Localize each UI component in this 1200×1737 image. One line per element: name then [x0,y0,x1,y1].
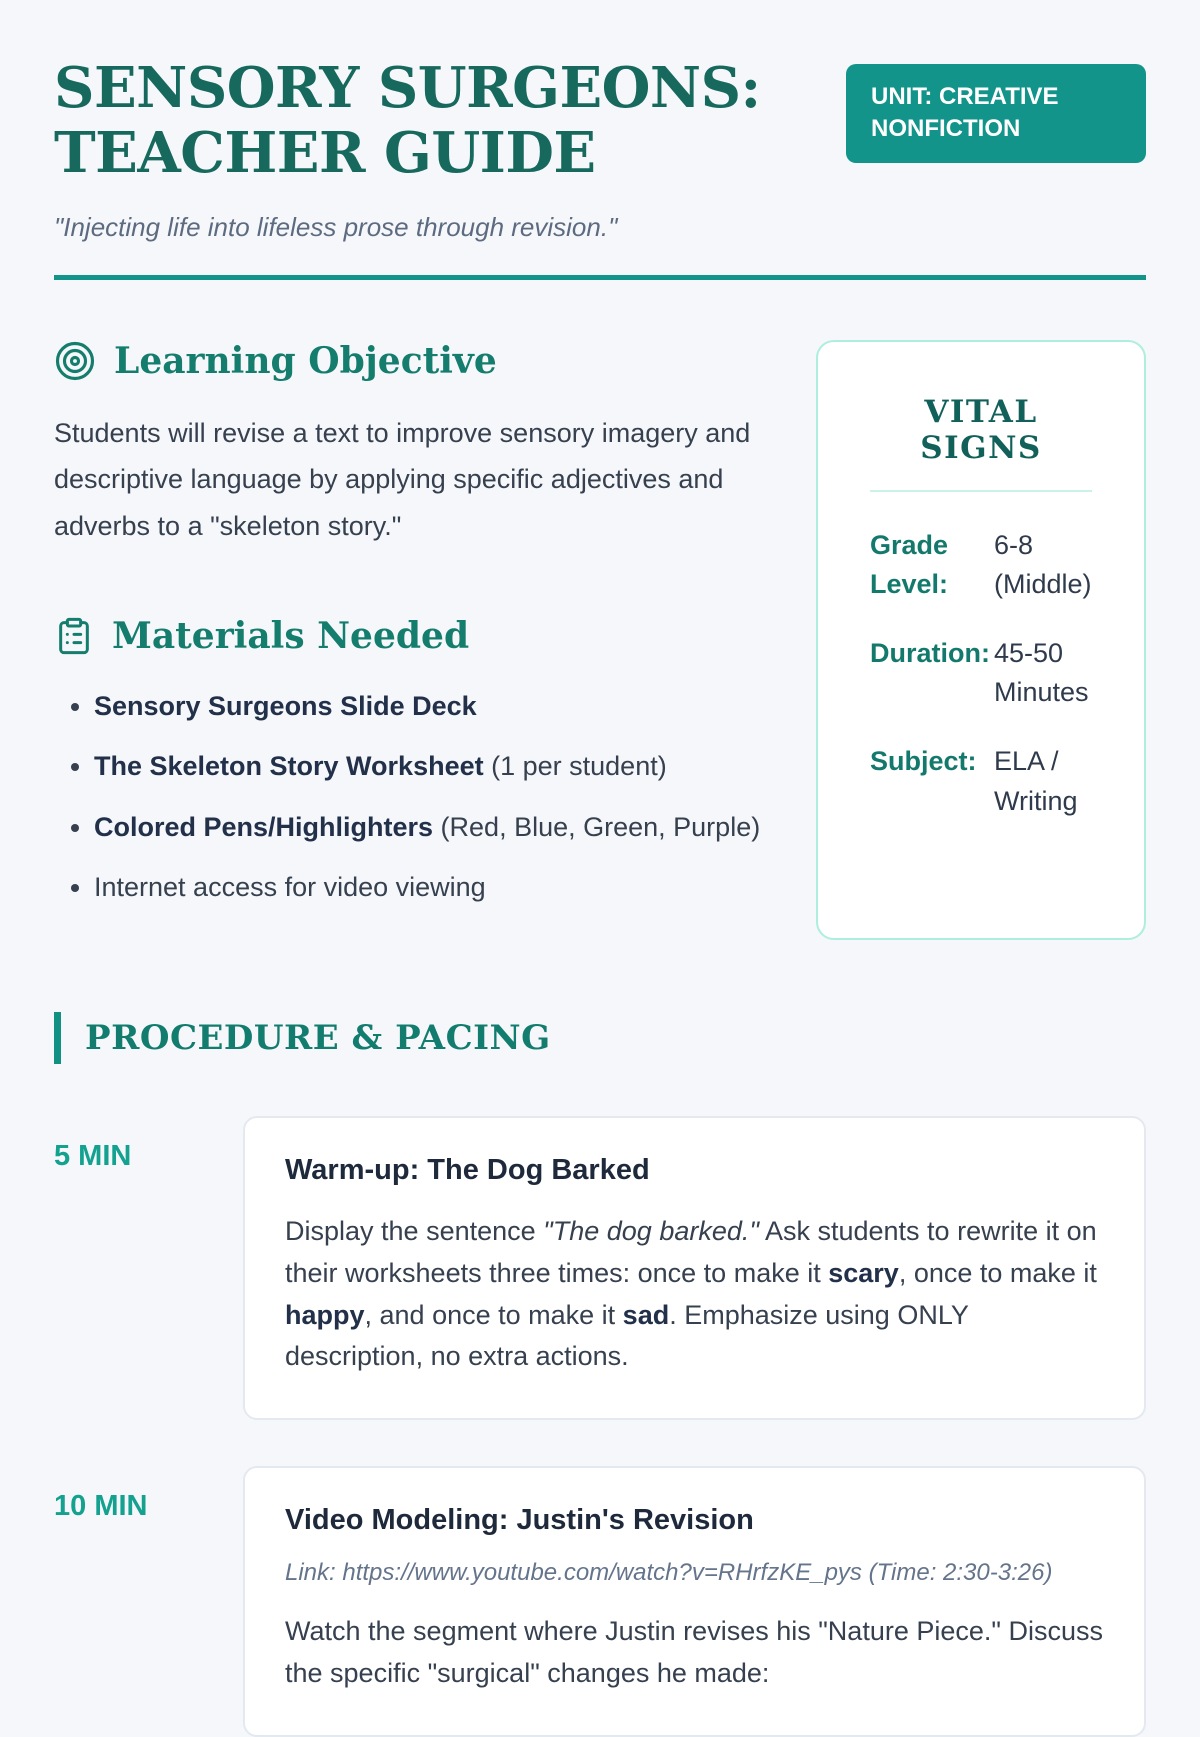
vital-signs-divider [870,490,1092,492]
materials-list [54,687,774,907]
vital-signs-rows [870,526,1118,821]
learning-objective-heading [54,340,774,382]
procedure-steps [54,1116,1146,1737]
vital-row-value: 6-8 (Middle) [994,529,1092,600]
page-title [54,56,761,186]
step-body: Watch the segment where Justin revises his "Nature Piece." Discuss the specific "surgical" changes he made: [285,1616,1103,1689]
list-item [94,687,774,726]
step-body-bold: scary [828,1257,899,1288]
vital-row-value: ELA / Writing [994,746,1078,816]
vital-row-value: 45-50 Minutes [994,638,1089,708]
tagline: "Injecting life into lifeless prose through revision." [54,211,618,242]
step-body [285,1211,1104,1378]
learning-objective-heading-label: Learning Objective [114,339,497,382]
main-column [54,340,774,907]
material-detail: (Red, Blue, Green, Purple) [433,811,761,842]
step-card [243,1466,1146,1737]
list-item [94,868,774,907]
clipboard-icon [54,616,94,656]
step-title: Warm-up: The Dog Barked [285,1153,650,1186]
procedure-heading: PROCEDURE & PACING [54,1012,1146,1064]
step-duration-badge: 10 MIN [54,1490,148,1523]
material-name: Sensory Surgeons Slide Deck [94,691,477,722]
unit-badge: UNIT: CREATIVE NONFICTION [846,64,1146,163]
content-columns [54,340,1146,940]
material-name: Colored Pens/Highlighters [94,811,434,842]
step-body-text: , and once to make it [364,1299,623,1330]
learning-objective-section [54,340,774,549]
step-duration-badge: 5 MIN [54,1139,132,1172]
materials-heading-label: Materials Needed [112,615,470,658]
vital-row-label: Grade Level: [870,529,949,600]
material-detail: (1 per student) [483,751,667,782]
step-title: Video Modeling: Justin's Revision [285,1504,754,1537]
step-body-bold: happy [285,1299,365,1330]
step-body-text: Display the sentence [285,1215,544,1246]
step-body-text: , once to make it [898,1257,1097,1288]
learning-objective-body: Students will revise a text to improve sensory imagery and descriptive language by applying specific adjectives and adverbs to a "skeleton story." [54,417,751,541]
materials-section [54,615,774,907]
header-divider [54,275,1146,280]
step-body-text: Ask students to rewrite it on their worksheets three times: once to make it [285,1215,1097,1288]
vital-signs-title: VITAL SIGNS [920,393,1042,466]
step-body-italic: "The dog barked." [543,1215,759,1246]
vital-signs-card [816,340,1146,940]
material-name: The Skeleton Story Worksheet [94,751,484,782]
procedure-step-warmup [54,1116,1146,1420]
vital-row-label: Duration: [870,638,990,669]
video-link[interactable]: Link: https://www.youtube.com/watch?v=RHrfzKE_pys (Time: 2:30-3:26) [285,1559,1053,1587]
list-item [94,747,774,786]
page-title-line1: SENSORY SURGEONS: [54,55,761,121]
vital-row-label: Subject: [870,746,977,777]
material-detail: Internet access for video viewing [94,871,486,902]
step-body-bold: sad [622,1299,670,1330]
step-body-text: . Emphasize using ONLY description, no extra actions. [285,1299,969,1372]
materials-heading [54,615,774,657]
list-item [94,808,774,847]
target-icon [54,340,96,382]
header [54,56,1146,186]
step-card [243,1116,1146,1420]
procedure-section [54,1012,1146,1737]
procedure-step-video [54,1466,1146,1737]
page-title-line2: TEACHER GUIDE [54,119,596,186]
